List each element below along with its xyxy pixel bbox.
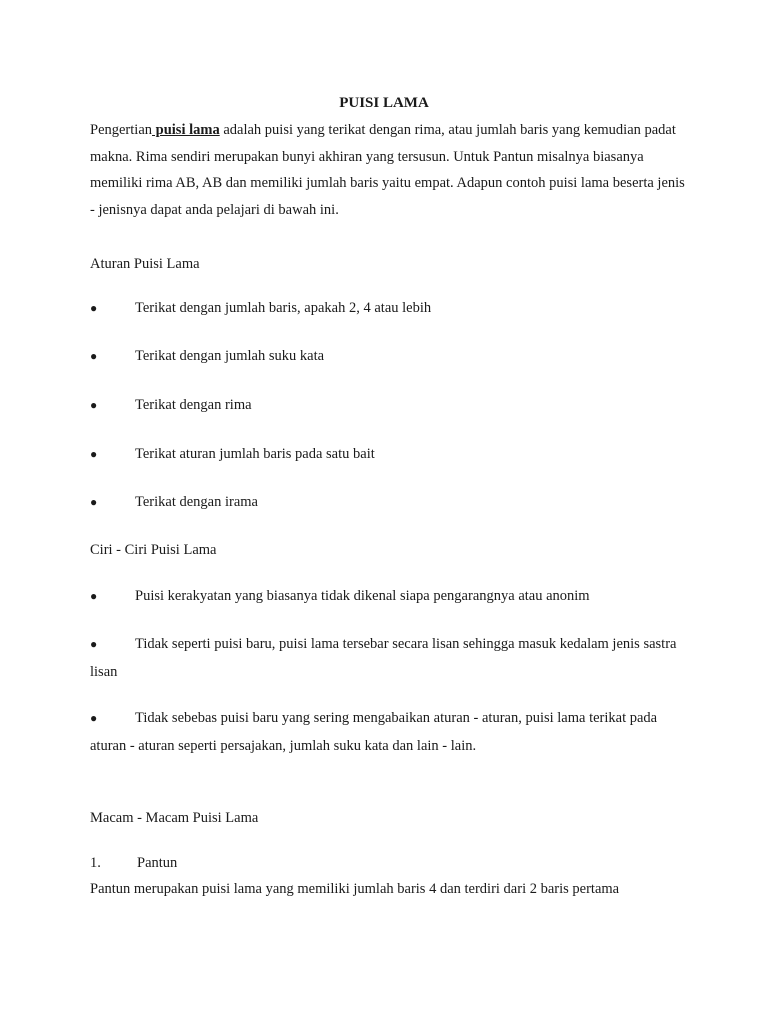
ciri-item	[90, 630, 690, 686]
intro-paragraph	[90, 117, 690, 223]
aturan-item	[90, 294, 690, 322]
intro-text: adalah puisi yang terikat dengan rima, atau jumlah baris yang kemudian padat makna. Rima sendiri merupakan bunyi akhiran yang tersusun. Untuk Pantun misalnya biasanya memiliki rima AB, AB dan memiliki jumlah baris yaitu empat. Adapun contoh puisi lama beserta jenis - jenisnya dapat anda pelajari di bawah ini.	[90, 122, 685, 218]
ciri-item-text: Tidak sebebas puisi baru yang sering mengabaikan aturan - aturan, puisi lama terikat pada aturan - aturan seperti persajakan, jumlah suku kata dan lain - lain.	[90, 710, 658, 754]
aturan-item-text: Terikat aturan jumlah baris pada satu bait	[135, 446, 375, 462]
page-title: PUISI LAMA	[339, 95, 429, 111]
aturan-item	[90, 488, 690, 516]
bullet-icon: ●	[90, 349, 98, 363]
aturan-item-text: Terikat dengan rima	[135, 397, 252, 413]
aturan-item	[90, 391, 690, 419]
bullet-icon: ●	[90, 495, 98, 509]
aturan-item	[90, 440, 690, 468]
item-label: Pantun	[137, 855, 178, 871]
bullet-icon: ●	[90, 398, 98, 412]
aturan-item-text: Terikat dengan irama	[135, 494, 258, 510]
ciri-item	[90, 704, 690, 760]
aturan-heading: Aturan Puisi Lama	[90, 256, 200, 272]
intro-keyword: puisi lama	[152, 122, 220, 138]
aturan-item	[90, 342, 690, 370]
ciri-item	[90, 582, 690, 610]
ciri-heading: Ciri - Ciri Puisi Lama	[90, 542, 217, 558]
aturan-item-text: Terikat dengan jumlah baris, apakah 2, 4 atau lebih	[135, 300, 432, 316]
bullet-icon: ●	[90, 447, 98, 461]
ciri-item-text: Puisi kerakyatan yang biasanya tidak dikenal siapa pengarangnya atau anonim	[135, 588, 590, 604]
macam-heading: Macam - Macam Puisi Lama	[90, 810, 259, 826]
ciri-item-text: Tidak seperti puisi baru, puisi lama tersebar secara lisan sehingga masuk kedalam jenis sastra lisan	[90, 636, 677, 680]
intro-prefix: Pengertian	[90, 122, 153, 138]
bullet-icon: ●	[90, 637, 98, 651]
bullet-icon: ●	[90, 301, 98, 315]
bullet-icon: ●	[90, 711, 98, 725]
bullet-icon: ●	[90, 589, 98, 603]
pantun-text: Pantun merupakan puisi lama yang memiliki jumlah baris 4 dan terdiri dari 2 baris pertama	[90, 881, 620, 897]
item-number: 1.	[90, 855, 101, 871]
numbered-item	[90, 853, 177, 873]
aturan-item-text: Terikat dengan jumlah suku kata	[135, 348, 325, 364]
